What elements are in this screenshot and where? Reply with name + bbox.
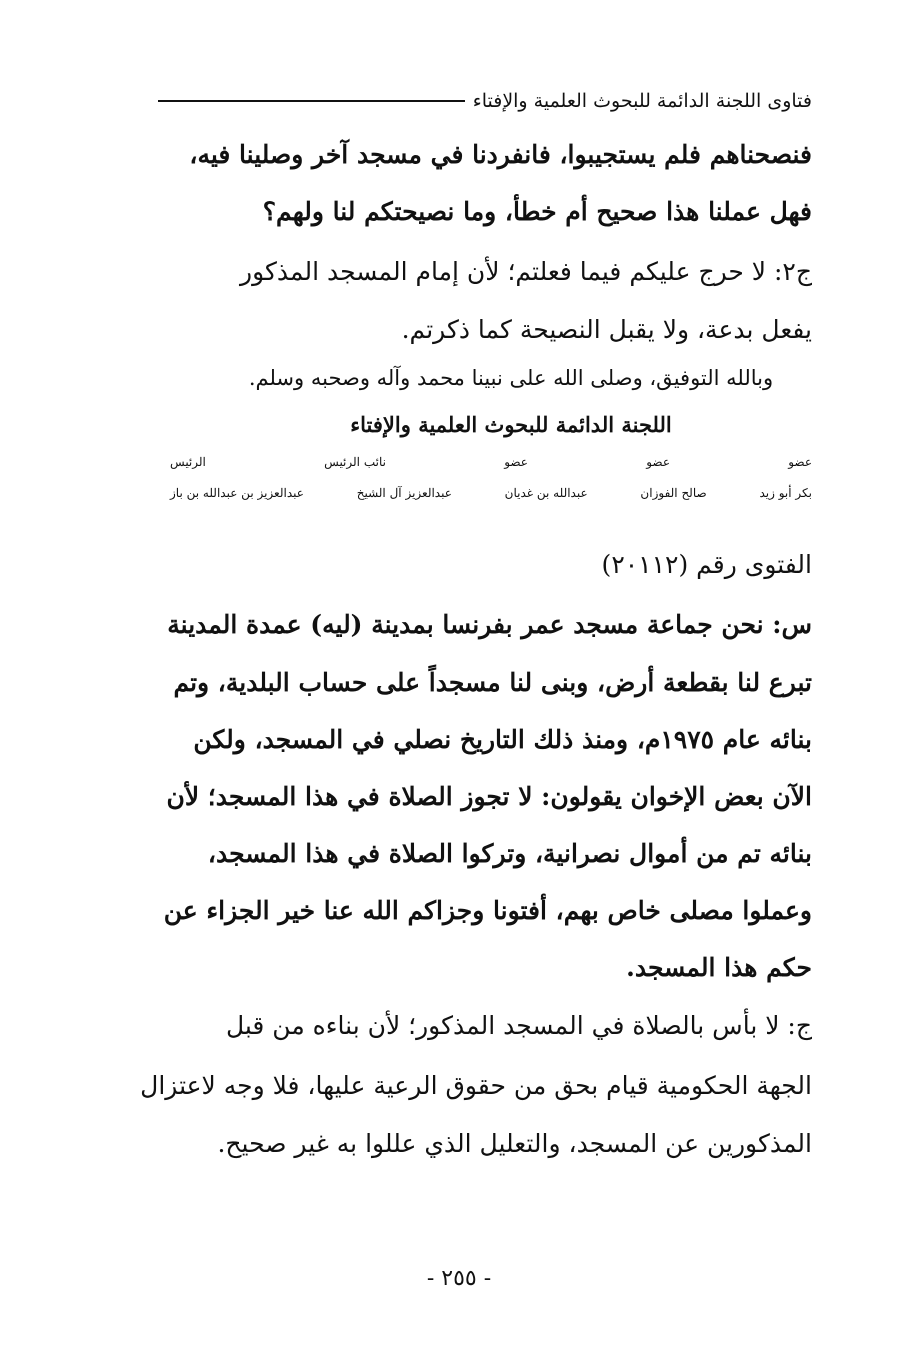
question-line: بنائه تم من أموال نصرانية، وتركوا الصلاة في هذا المسجد،	[207, 839, 812, 868]
signature-names	[170, 486, 812, 500]
signature-title: نائب الرئيس	[324, 455, 386, 469]
header-title: فتاوى اللجنة الدائمة للبحوث العلمية والإفتاء	[472, 90, 812, 112]
question-line: الآن بعض الإخوان يقولون: لا تجوز الصلاة في هذا المسجد؛ لأن	[166, 782, 812, 811]
question-line: بنائه عام ١٩٧٥م، ومنذ ذلك التاريخ نصلي في المسجد، ولكن	[193, 725, 812, 754]
answer-line: يفعل بدعة، ولا يقبل النصيحة كما ذكرتم.	[401, 315, 812, 344]
signature-name: صالح الفوزان	[640, 486, 707, 500]
question-line: س: نحن جماعة مسجد عمر بفرنسا بمدينة (ليه) عمدة المدينة	[167, 610, 812, 639]
question-line: فهل عملنا هذا صحيح أم خطأ، وما نصيحتكم لنا ولهم؟	[262, 197, 812, 226]
answer-line: ج: لا بأس بالصلاة في المسجد المذكور؛ لأن بناءه من قبل	[225, 1011, 812, 1040]
answer-line: المذكورين عن المسجد، والتعليل الذي عللوا به غير صحيح.	[217, 1129, 812, 1158]
question-line: فنصحناهم فلم يستجيبوا، فانفردنا في مسجد آخر وصلينا فيه،	[189, 140, 812, 169]
question-line: حكم هذا المسجد.	[626, 953, 812, 982]
header-rule	[158, 100, 465, 102]
signature-name: بكر أبو زيد	[759, 486, 812, 500]
answer-line: ج٢: لا حرج عليكم فيما فعلتم؛ لأن إمام المسجد المذكور	[240, 257, 812, 286]
page-number: - ٢٥٥ -	[426, 1266, 492, 1291]
signature-name: عبدالعزيز آل الشيخ	[356, 486, 452, 500]
closing-line: وبالله التوفيق، وصلى الله على نبينا محمد وآله وصحبه وسلم.	[248, 366, 774, 390]
signature-name: عبدالله بن غديان	[504, 486, 588, 500]
fatwa-number: الفتوى رقم (٢٠١١٢)	[601, 550, 812, 579]
question-line: وعملوا مصلى خاص بهم، أفتونا وجزاكم الله عنا خير الجزاء عن	[163, 896, 812, 925]
signature-name: عبدالعزيز بن عبدالله بن باز	[170, 486, 304, 500]
running-header	[158, 86, 812, 116]
signature-title: عضو	[646, 455, 670, 469]
signature-title: عضو	[504, 455, 528, 469]
signature-title: عضو	[788, 455, 812, 469]
signature-titles	[170, 455, 812, 469]
signature-title: الرئيس	[170, 455, 206, 469]
committee-title: اللجنة الدائمة للبحوث العلمية والإفتاء	[350, 412, 672, 437]
question-line: تبرع لنا بقطعة أرض، وبنى لنا مسجداً على حساب البلدية، وتم	[173, 668, 812, 697]
answer-line: الجهة الحكومية قيام بحق من حقوق الرعية عليها، فلا وجه لاعتزال	[140, 1071, 812, 1100]
